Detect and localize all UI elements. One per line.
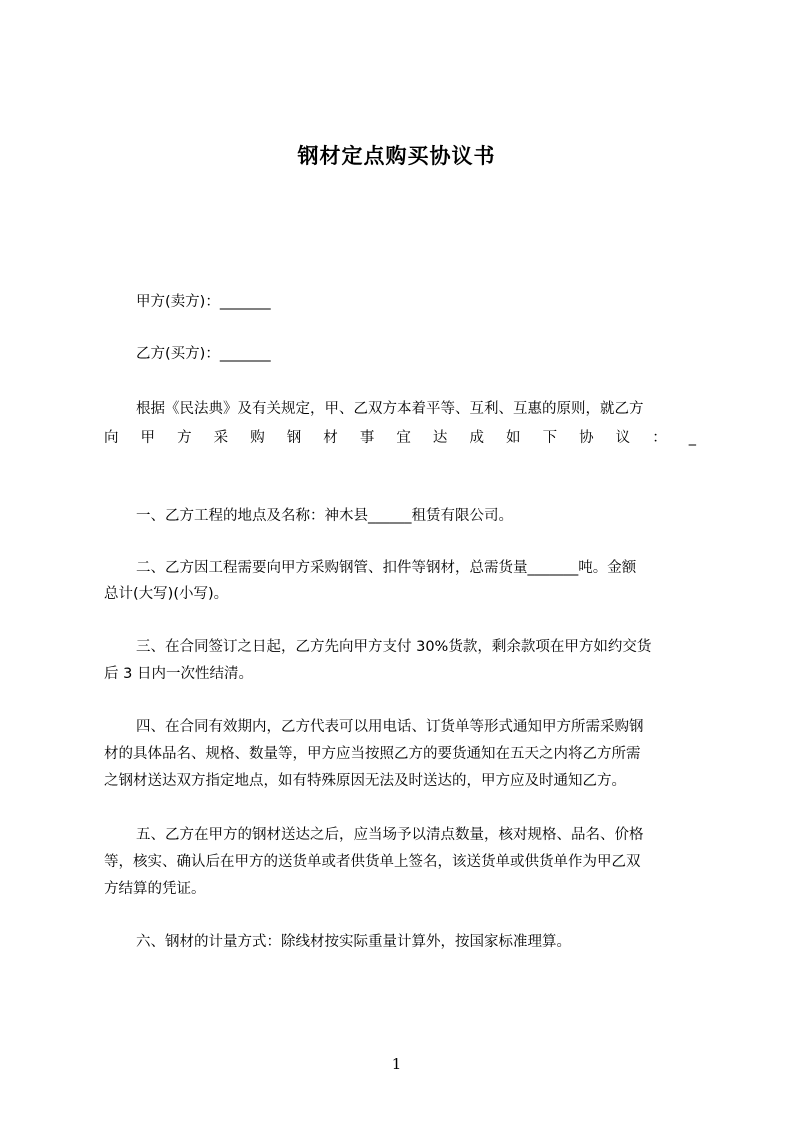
clause-6: 六、钢材的计量方式：除线材按实际重量计算外，按国家标准理算。 xyxy=(136,934,571,950)
intro-char: 购 xyxy=(250,430,265,446)
intro-char: 如 xyxy=(506,430,521,446)
clause-2-line-2: 总计(大写)(小写)。 xyxy=(104,586,229,602)
intro-char: 向 xyxy=(104,430,119,446)
clause-3-line-1: 三、在合同签订之日起，乙方先向甲方支付 30%货款，剩余款项在甲方如约交货 xyxy=(136,639,652,655)
intro-char: 甲 xyxy=(140,430,156,446)
intro-char: 方 xyxy=(177,430,192,446)
clause-2-line-1: 二、乙方因工程需要向甲方采购钢管、扣件等钢材，总需货量_______吨。金额 xyxy=(136,560,637,576)
intro-char: 钢 xyxy=(286,430,302,446)
intro-char: 议 xyxy=(615,430,631,446)
clause-5-line-3: 方结算的凭证。 xyxy=(104,881,206,897)
page-number: 1 xyxy=(391,1055,402,1073)
party-a-line: 甲方(卖方)：_______ xyxy=(136,294,271,310)
intro-char: 宜 xyxy=(396,430,411,446)
intro-char: 采 xyxy=(213,430,229,446)
clause-4-line-2: 材的具体品名、规格、数量等，甲方应当按照乙方的要货通知在五天之内将乙方所需 xyxy=(104,746,641,762)
clause-4-line-3: 之钢材送达双方指定地点，如有特殊原因无法及时送达的，甲方应及时通知乙方。 xyxy=(104,773,626,789)
clause-5-line-2: 等，核实、确认后在甲方的送货单或者供货单上签名，该送货单或供货单作为甲乙双 xyxy=(104,854,641,870)
clause-1: 一、乙方工程的地点及名称：神木县______租赁有限公司。 xyxy=(136,508,513,524)
intro-char: 成 xyxy=(469,430,484,446)
intro-char: _ xyxy=(688,430,696,446)
intro-char: 材 xyxy=(323,430,338,446)
intro-char: 下 xyxy=(542,430,558,446)
clause-3-line-2: 后 3 日内一次性结清。 xyxy=(104,666,253,682)
clause-5-line-1: 五、乙方在甲方的钢材送达之后，应当场予以清点数量，核对规格、品名、价格 xyxy=(136,827,644,843)
intro-char: 达 xyxy=(432,430,448,446)
intro-line-1: 根据《民法典》及有关规定，甲、乙双方本着平等、互利、互惠的原则，就乙方 xyxy=(136,401,644,417)
intro-line-2 xyxy=(104,428,696,448)
page-title: 钢材定点购买协议书 xyxy=(297,144,496,168)
clause-4-line-1: 四、在合同有效期内，乙方代表可以用电话、订货单等形式通知甲方所需采购钢 xyxy=(136,719,644,735)
intro-char: ： xyxy=(652,430,667,446)
party-b-line: 乙方(买方)：_______ xyxy=(136,346,271,362)
intro-char: 协 xyxy=(579,430,594,446)
intro-char: 事 xyxy=(359,430,375,446)
